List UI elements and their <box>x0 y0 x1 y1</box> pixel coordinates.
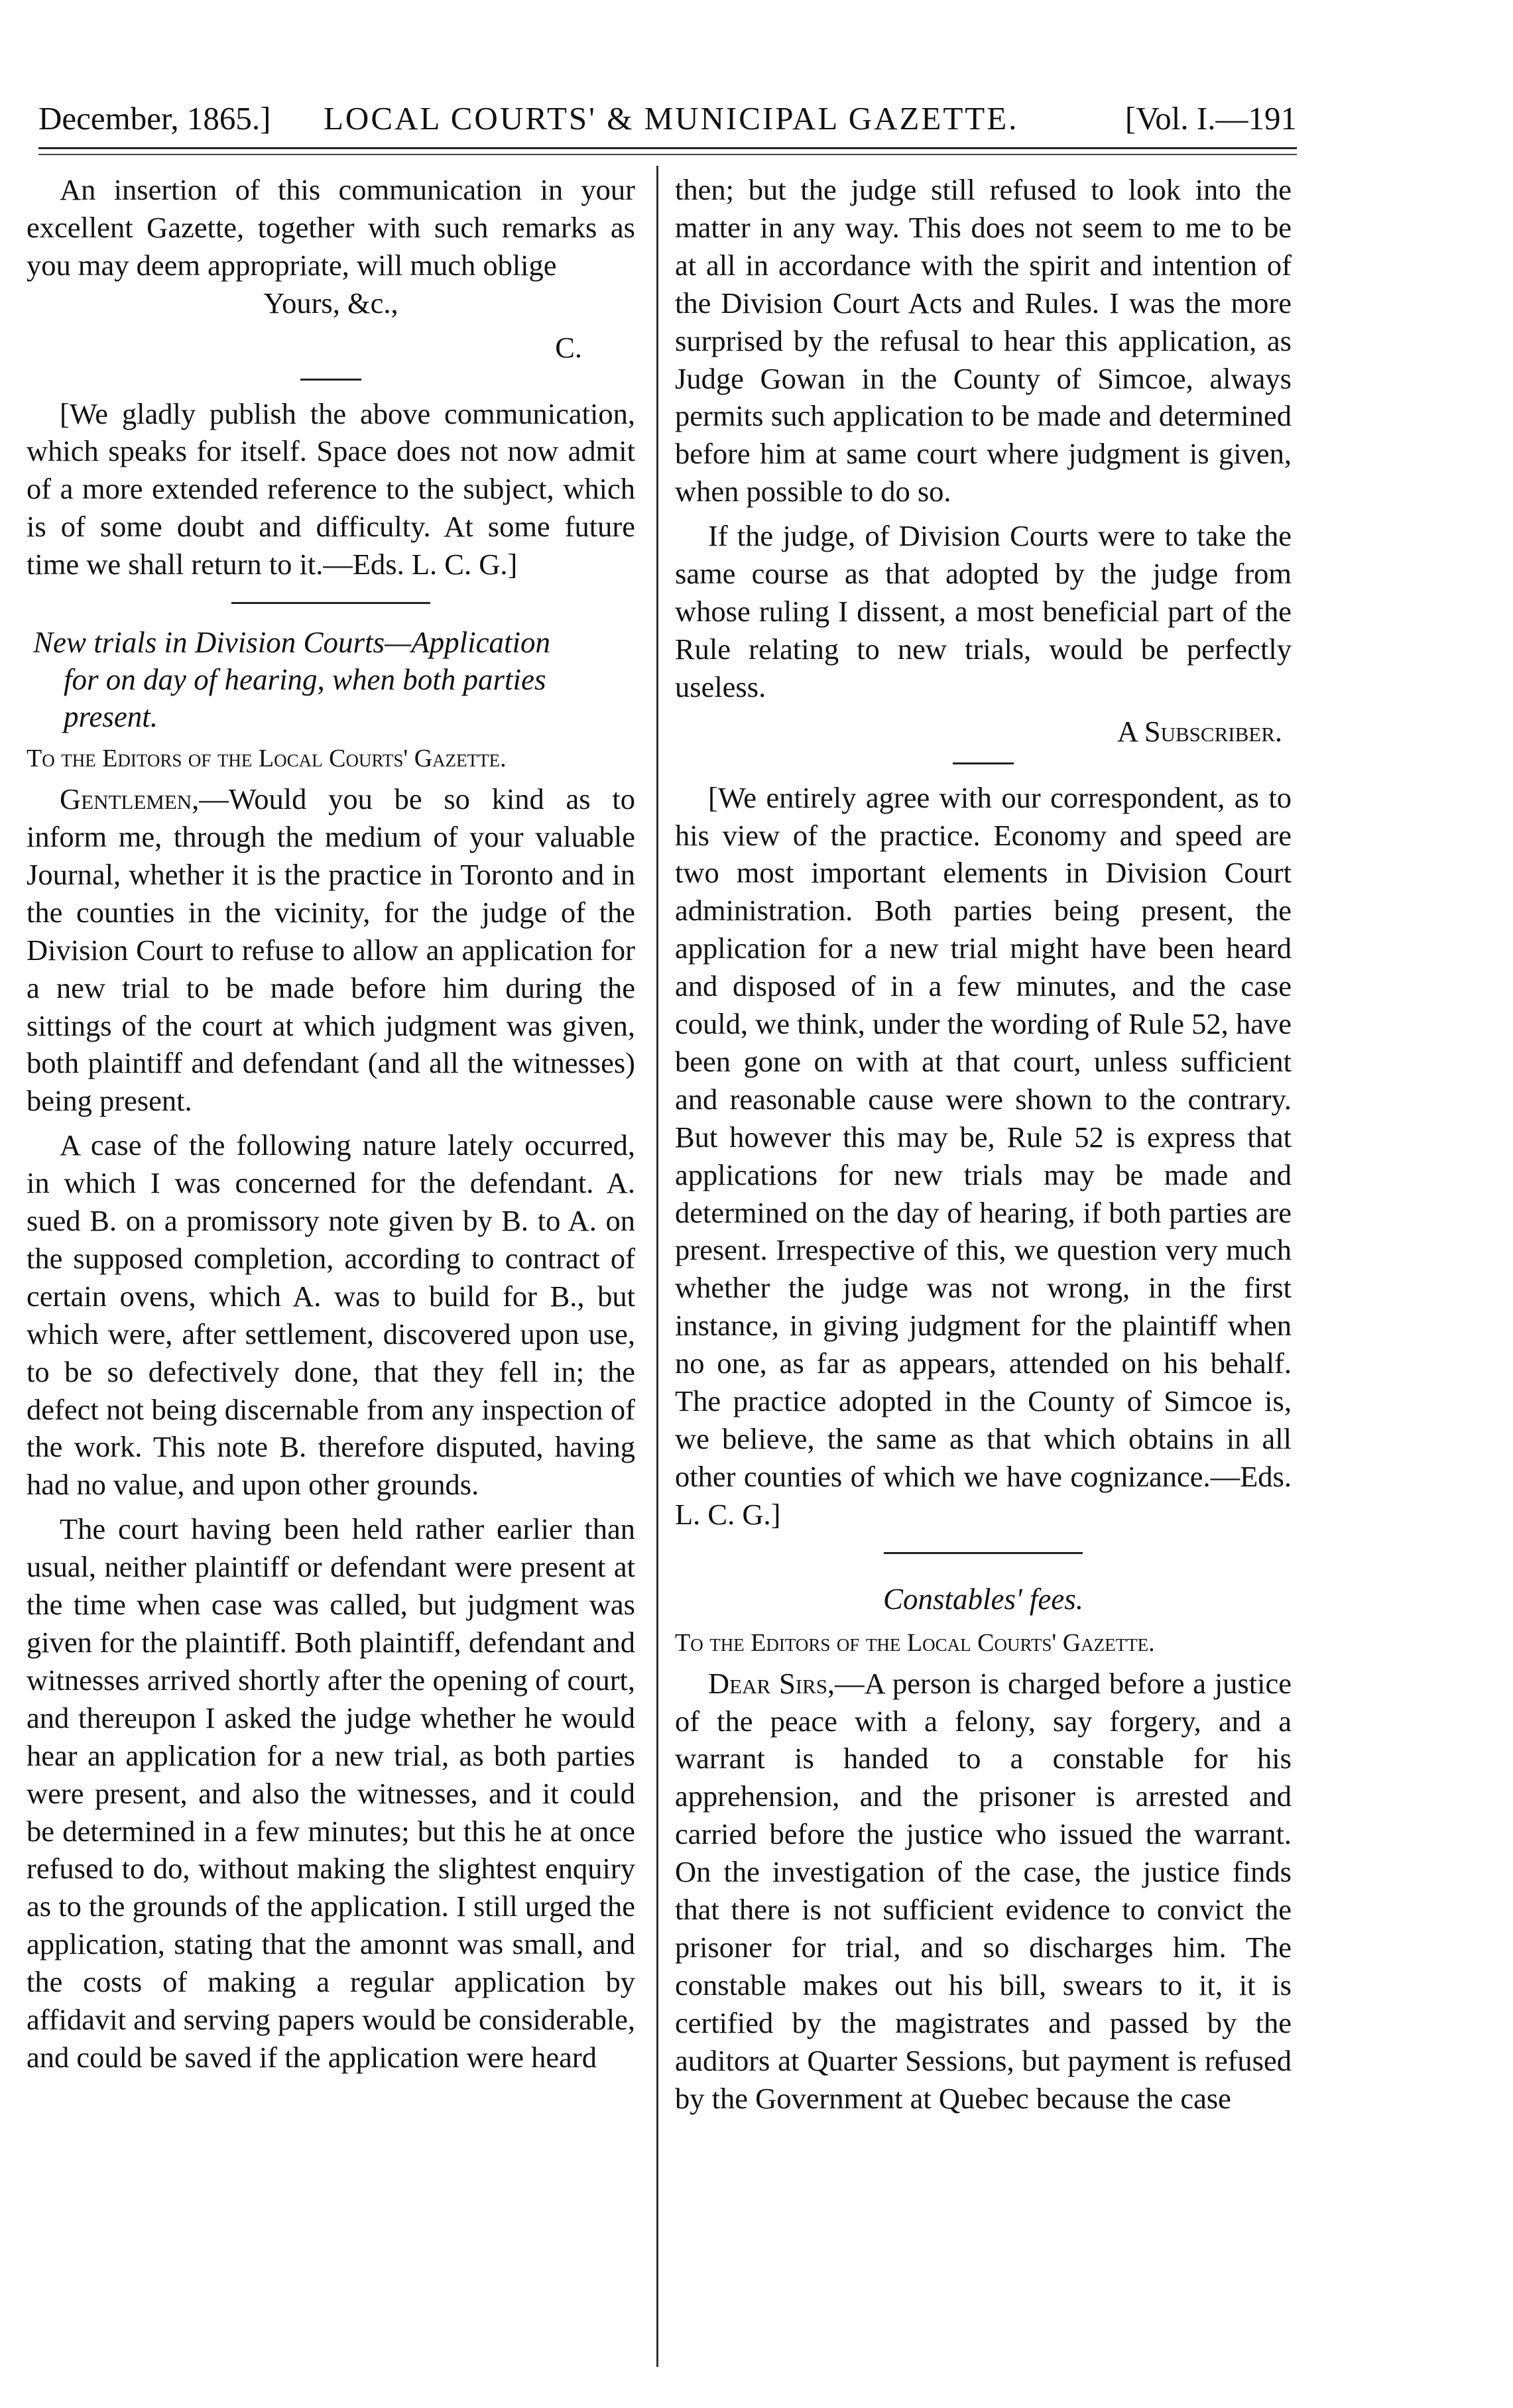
right-column <box>675 171 1292 2124</box>
closing-yours: Yours, &c., <box>263 286 398 320</box>
constables-paragraph-text: —A person is charged before a justice of the peace with a felony, say forgery, and a warrant is handed to a constable for his apprehension, and the prisoner is arrested and carried before the justice who issued the warrant. On the investigation of the case, the justice finds that there is not sufficient evidence to convict the prisoner for trial, and so discharges him. The constable makes out his bill, swears to it, it is certified by the magistrates and passed by the auditors at Quarter Sessions, but payment is refused by the Government at Quebec because the case <box>675 1666 1292 2115</box>
header-title: LOCAL COURTS' & MUNICIPAL GAZETTE. <box>324 100 1019 137</box>
left-column <box>27 171 635 2083</box>
article-divider <box>231 602 430 604</box>
salutation: Dear Sirs, <box>708 1666 835 1700</box>
letter-paragraph-1 <box>27 780 635 1120</box>
constables-paragraph <box>675 1665 1292 2118</box>
letter-paragraph-if: If the judge, of Division Courts were to take the same course as that adopted by the judge from whose ruling I dissent, a most beneficial part of the Rule relating to new trials, would be perfectly useless. <box>675 519 1292 703</box>
letter-continuation: then; but the judge still refused to look into the matter in any way. This does not seem to me to be at all in accordance with the spirit and intention of the Division Court Acts and Rules. I was the more surprised by the refusal to hear this application, as Judge Gowan in the County of Simcoe, always permits such application to be made and determined before him at same court where judgment is given, when possible to do so. <box>675 173 1292 509</box>
header-date: December, 1865.] <box>38 100 271 137</box>
header-rule-thin <box>38 154 1297 155</box>
editorial-note: [We gladly publish the above communication, which speaks for itself. Space does not now admit of a more extended reference to the subject, which is of some doubt and difficulty. At some future time we shall return to it.—Eds. L. C. G.] <box>27 396 635 581</box>
article-divider <box>884 1552 1083 1554</box>
header-volume: [Vol. I.—191 <box>1124 100 1297 137</box>
article-heading-line1: New trials in Division Courts—Application <box>33 626 551 660</box>
running-head <box>38 99 1297 146</box>
letter-signature: A Subscriber. <box>1117 714 1282 748</box>
editorial-reply: [We entirely agree with our correspondent, as to his view of the practice. Economy and speed are two most important elements in Division Court administration. Both parties being present, the application for a new trial might have been heard and disposed of in a few minutes, and the case could, we think, under the wording of Rule 52, have been gone on with at that court, unless sufficient and reasonable cause were shown to the contrary. But however this may be, Rule 52 is express that applications for new trials may be made and determined on the day of hearing, if both parties are present. Irrespective of this, we question very much whether the judge was not wrong, in the first instance, in giving judgment for the plaintiff when no one, as far as appears, attended on his behalf. The practice adopted in the County of Simcoe is, we believe, the same as that which obtains in all other counties of which we have cognizance.—Eds. L. C. G.] <box>675 780 1292 1531</box>
letter-paragraph-3: The court having been held rather earlier than usual, neither plaintiff or defendant were present at the time when case was called, but judgment was given for the plaintiff. Both plaintiff, defendant and witnesses arrived shortly after the opening of court, and thereupon I asked the judge whether he would hear an application for a new trial, as both parties were present, and also the witnesses, and it could be determined in a few minutes; but this he at once refused to do, without making the slightest enquiry as to the grounds of the application. I still urged the application, stating that the amonnt was small, and the costs of making a regular application by affidavit and serving papers would be considerable, and could be saved if the application were heard <box>27 1512 635 2074</box>
column-divider <box>656 166 658 2367</box>
to-editors-line: To the Editors of the Local Courts' Gazette. <box>27 745 507 773</box>
to-editors-line: To the Editors of the Local Courts' Gazette. <box>675 1628 1155 1657</box>
article-heading-line2: for on day of hearing, when both parties <box>64 663 546 697</box>
header-rule <box>38 147 1297 149</box>
article-heading-line3: present. <box>64 700 158 734</box>
constables-heading: Constables' fees. <box>882 1582 1084 1616</box>
article-heading <box>27 624 635 735</box>
signature-initial: C. <box>555 330 582 364</box>
letter-paragraph-2: A case of the following nature lately occurred, in which I was concerned for the defendant. A. sued B. on a promissory note given by B. to A. on the supposed completion, according to contract of certain ovens, which A. was to build for B., but which were, after settlement, discovered upon use, to be so defectively done, that they fell in; the defect not being discernable from any inspection of the work. This note B. therefore disputed, having had no value, and upon other grounds. <box>27 1128 635 1502</box>
salutation: Gentlemen, <box>60 782 200 816</box>
section-divider <box>953 762 1014 764</box>
section-divider <box>300 379 361 381</box>
intro-paragraph: An insertion of this communication in your excellent Gazette, together with such remarks as you may deem appropriate, will much oblige <box>27 173 635 282</box>
letter-paragraph-1-text: —Would you be so kind as to inform me, through the medium of your valuable Journal, whether it is the practice in Toronto and in the counties in the vicinity, for the judge of the Division Court to refuse to allow an application for a new trial to be made before him during the sittings of the court at which judgment was given, both plaintiff and defendant (and all the witnesses) being present. <box>27 782 635 1118</box>
